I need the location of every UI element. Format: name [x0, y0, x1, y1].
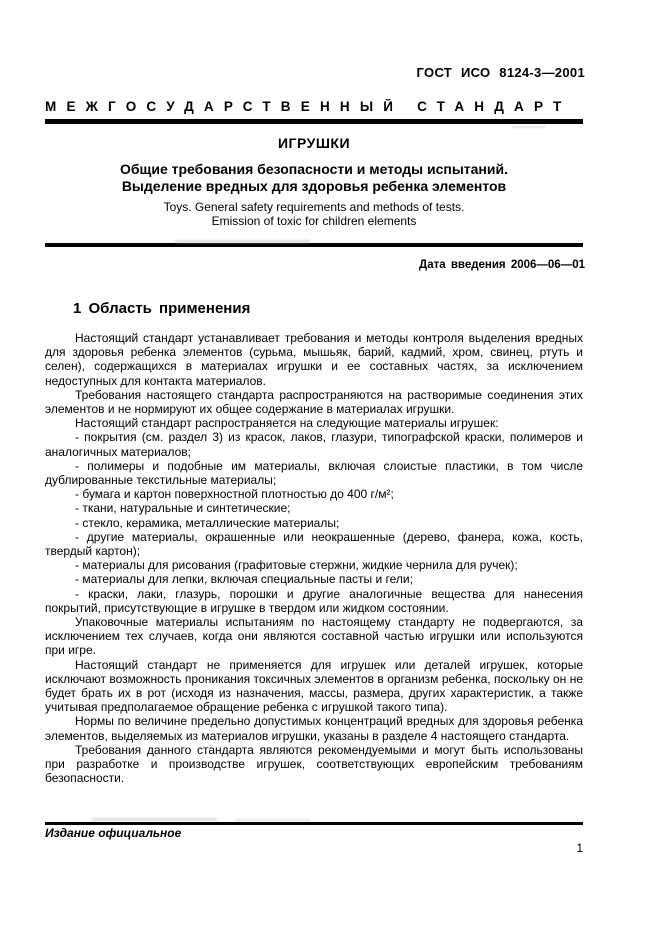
document-subtitle-ru: [45, 161, 583, 195]
scan-artifact: [235, 819, 310, 821]
scan-artifact: [175, 240, 310, 243]
list-item: - краски, лаки, глазурь, порошки и другие аналогичные вещества для нанесения покрытий, присутствующие в игрушке в твердом или жидком состоянии.: [45, 586, 583, 615]
list-item: - стекло, керамика, металлические материалы;: [75, 515, 340, 530]
document-code: ГОСТ ИСО 8124-3—2001: [416, 65, 585, 80]
list-item: - бумага и картон поверхностной плотностью до 400 г/м²;: [75, 487, 394, 502]
paragraph: Настоящий стандарт устанавливает требования и методы контроля выделения вредных для здоровья ребенка элементов (сурьма, мышьяк, барий, кадмий, хром, свинец, ртуть и селен), содержащихся в материалах игрушки и ее составных частях, за исключением недоступных для контакта материалов.: [45, 331, 583, 388]
list-item: - ткани, натуральные и синтетические;: [75, 501, 291, 516]
title-rule: [45, 243, 583, 247]
list-item: - полимеры и подобные им материалы, включая слоистые пластики, в том числе дублированные текстильные материалы;: [45, 458, 583, 488]
paragraph: Упаковочные материалы испытаниям по настоящему стандарту не подвергаются, за исключением тех случаев, когда они являются составной частью игрушки или используются при игре.: [45, 615, 583, 658]
subtitle-ru-line-1: Общие требования безопасности и методы испытаний.: [120, 161, 508, 177]
section-body: [45, 331, 583, 786]
list-item: - материалы для лепки, включая специальные пасты и гели;: [75, 572, 413, 587]
standard-type-label: МЕЖГОСУДАРСТВЕННЫЙ СТАНДАРТ: [45, 99, 572, 114]
subtitle-en-line-2: Emission of toxic for children elements: [211, 214, 417, 228]
paragraph: Требования данного стандарта являются рекомендуемыми и могут быть использованы при разработке и производстве игрушек, соответствующих европейским требованиям безопасности.: [45, 742, 583, 786]
list-item: - покрытия (см. раздел 3) из красок, лаков, глазури, типографской краски, полимеров и аналогичных материалов;: [45, 430, 583, 459]
list-item: - другие материалы, окрашенные или неокрашенные (дерево, фанера, кожа, кость, твердый картон);: [45, 529, 583, 559]
paragraph: Настоящий стандарт распространяется на следующие материалы игрушек:: [75, 416, 499, 431]
paragraph: Нормы по величине предельно допустимых концентраций вредных для здоровья ребенка элементов, выделяемых из материалов игрушки, указаны в разделе 4 настоящего стандарта.: [45, 714, 583, 743]
document-title: ИГРУШКИ: [277, 135, 351, 151]
effective-date: Дата введения 2006—06—01: [419, 259, 585, 271]
footer-rule: [45, 822, 583, 825]
subtitle-en-line-1: Toys. General safety requirements and methods of tests.: [163, 200, 465, 214]
header-rule: [45, 119, 583, 124]
page-number: 1: [576, 841, 583, 855]
scan-artifact: [512, 126, 546, 128]
edition-note: Издание официальное: [45, 826, 182, 840]
paragraph: Требования настоящего стандарта распространяются на растворимые соединения этих элементов и не нормируют их общее содержание в материалах игрушки.: [45, 387, 583, 417]
scan-artifact: [92, 818, 217, 821]
document-subtitle-en: [45, 200, 583, 228]
subtitle-ru-line-2: Выделение вредных для здоровья ребенка элементов: [121, 178, 507, 194]
section-heading: 1 Область применения: [73, 300, 251, 317]
list-item: - материалы для рисования (графитовые стержни, жидкие чернила для ручек);: [75, 558, 518, 573]
paragraph: Настоящий стандарт не применяется для игрушек или деталей игрушек, которые исключают возможность проникания токсичных элементов в организм ребенка, поскольку он не будет брать их в рот (исходя из назначения, массы, размера, других характеристик, а также учитывая предполагаемое обращение ребенка с игрушкой такого типа).: [45, 657, 583, 715]
